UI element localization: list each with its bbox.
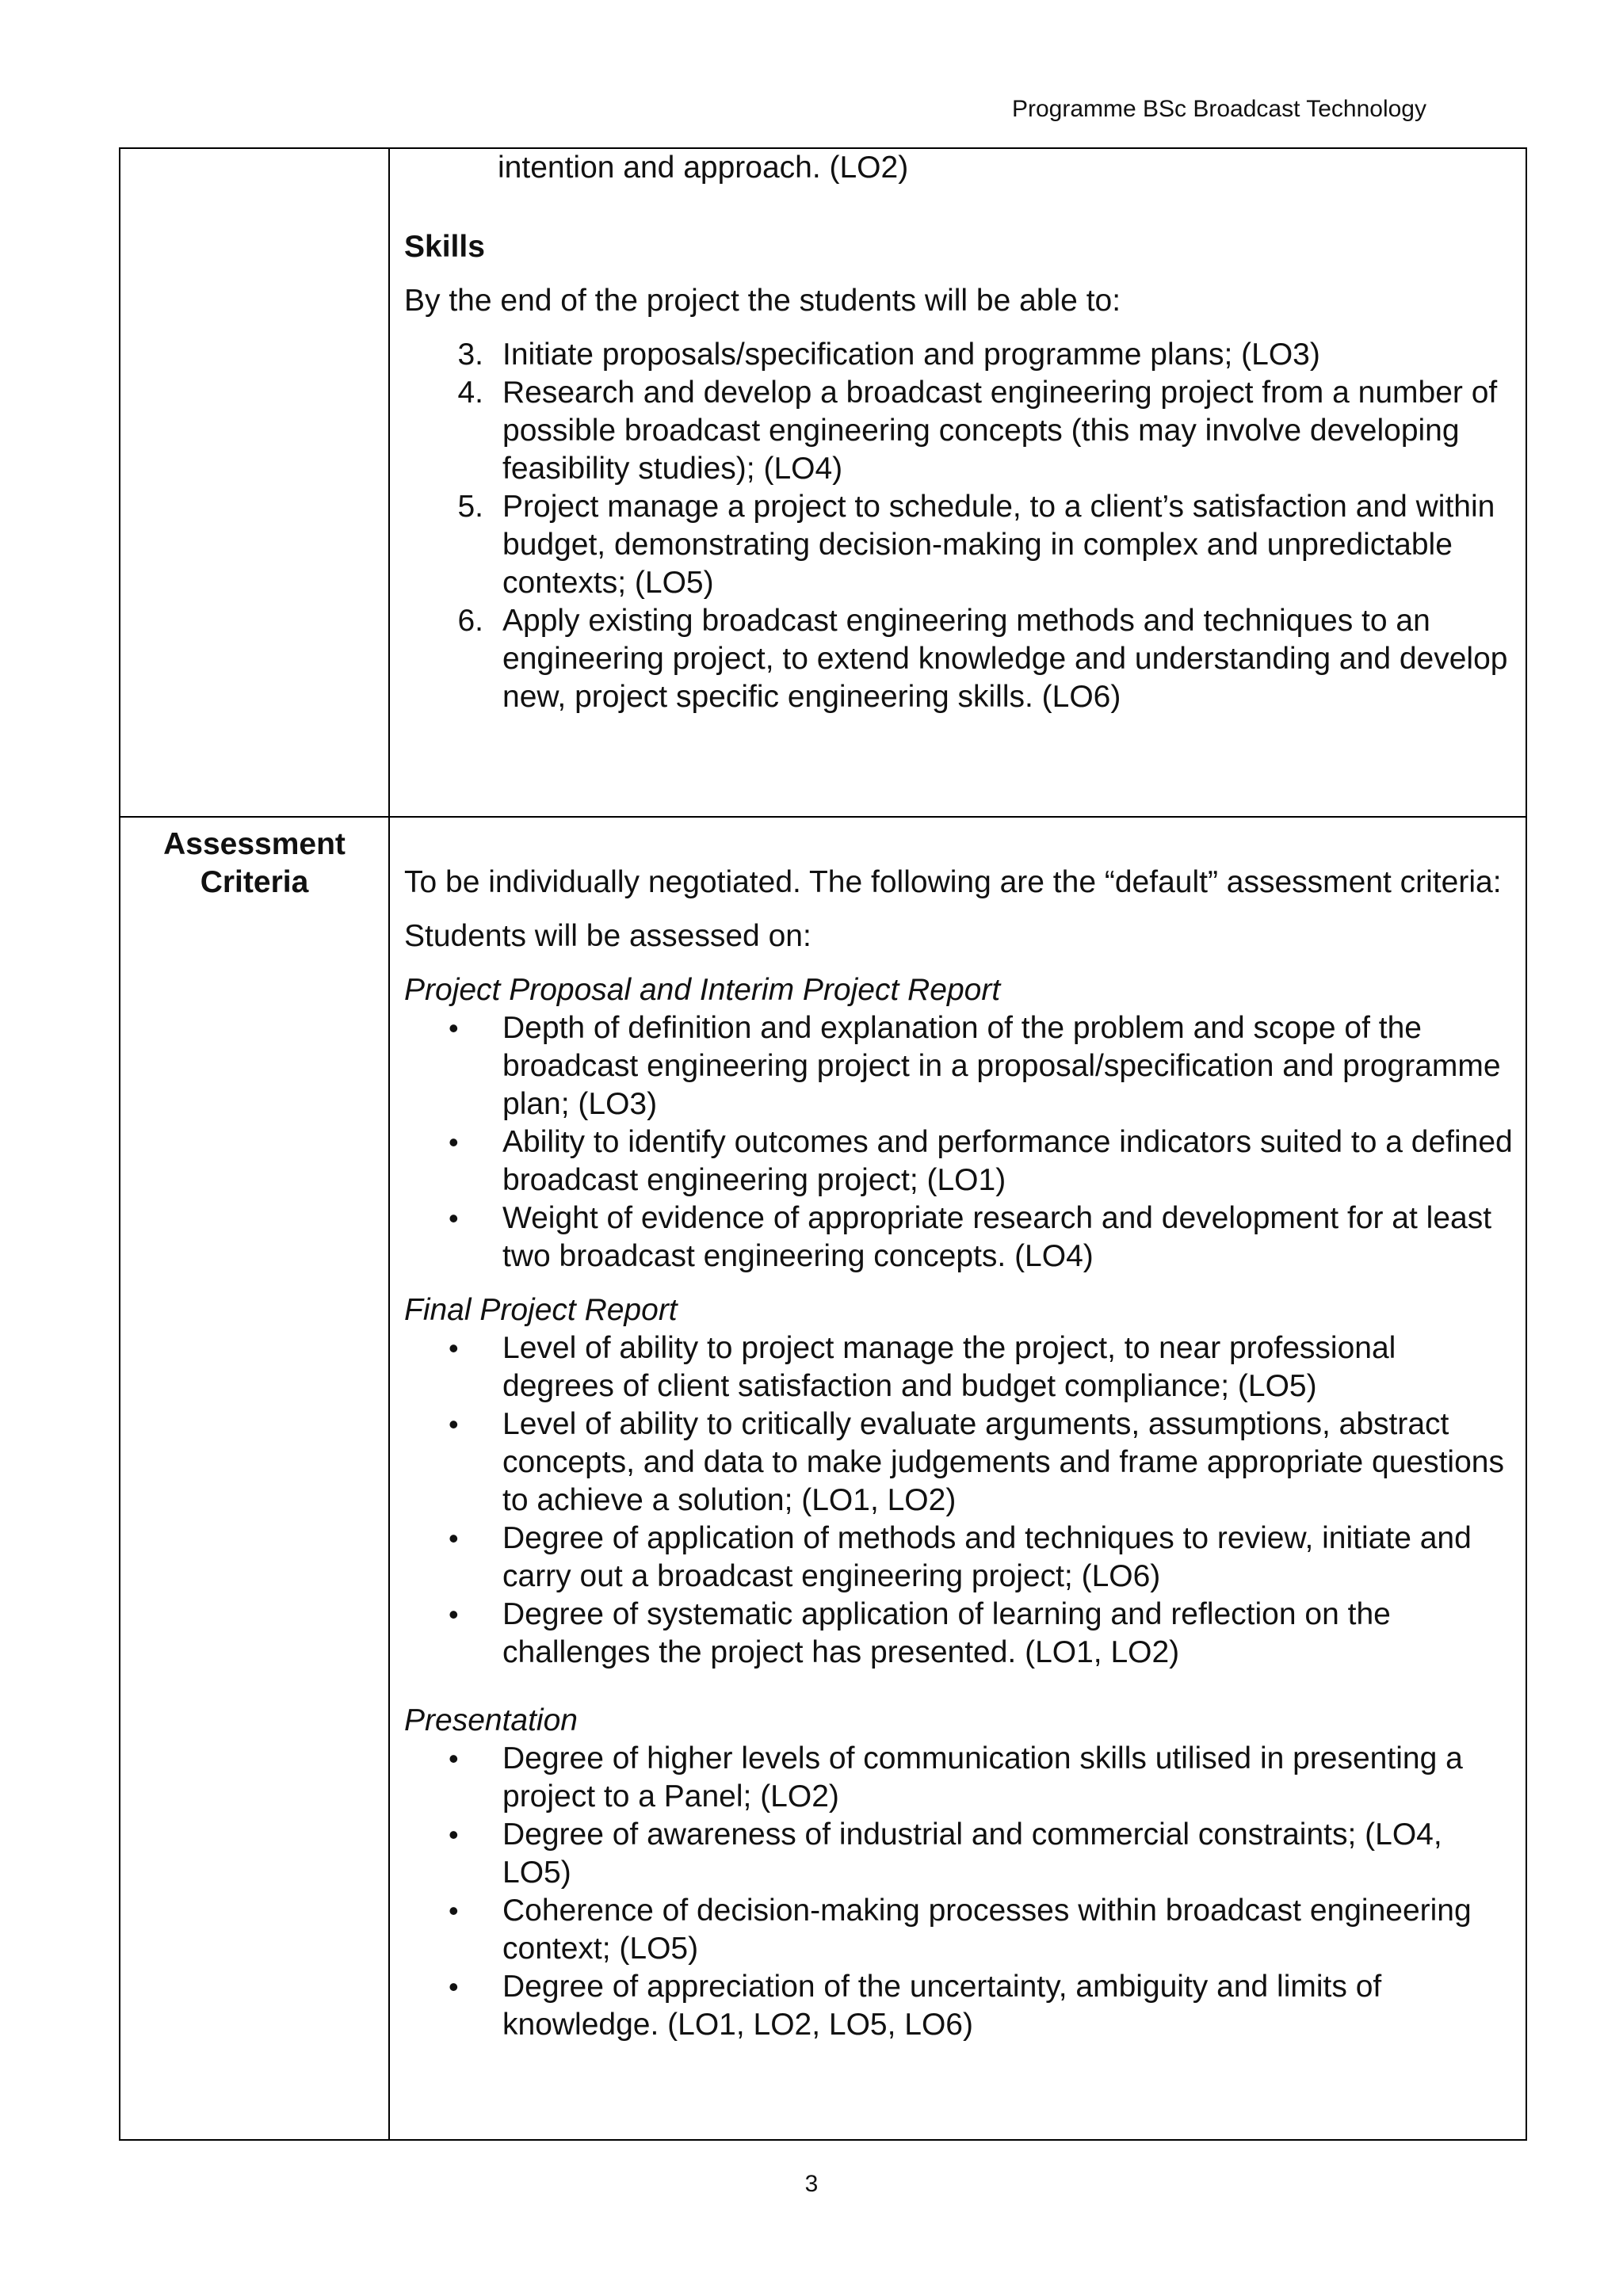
label-cell-empty [120,148,389,817]
section-title: Final Project Report [404,1293,678,1327]
skills-intro: By the end of the project the students will be able to: [404,284,1121,318]
label-cell-assessment [120,817,389,2140]
list-item [404,374,1514,488]
module-table [119,147,1527,2141]
list-item-text: Research and develop a broadcast engineering project from a number of possible broadcast engineering concepts (this may involve developing feasibility studies); (LO4) [502,376,1498,486]
list-item [404,1123,1514,1199]
list-item-text: Degree of application of methods and techniques to review, initiate and carry out a broadcast engineering project; (LO6) [502,1521,1472,1593]
content-cell-assessment [389,817,1526,2140]
table-row-assessment [120,817,1526,2140]
list-number: 6. [457,604,483,638]
page-number: 3 [804,2171,819,2197]
bullet-icon: • [449,1332,459,1364]
skills-list [404,336,1514,716]
list-number: 4. [457,376,483,410]
content-cell-skills [389,148,1526,817]
list-item [404,1329,1514,1405]
list-item [404,1892,1514,1968]
bullet-icon: • [449,1522,459,1554]
list-item [404,1405,1514,1520]
list-item [404,336,1514,374]
bullet-icon: • [449,1742,459,1775]
bullet-icon: • [449,1012,459,1044]
list-item [404,1596,1514,1672]
list-item [404,1199,1514,1276]
list-item-text: Degree of awareness of industrial and commercial constraints; (LO4, LO5) [502,1817,1442,1890]
list-item-text: Degree of appreciation of the uncertainty, ambiguity and limits of knowledge. (LO1, LO2, LO5, LO6) [502,1970,1382,2042]
assessed-on-text: Students will be assessed on: [404,919,812,953]
section-title: Presentation [404,1703,578,1737]
bullet-icon: • [449,1202,459,1234]
list-number: 3. [457,338,483,372]
list-item [404,1009,1514,1123]
list-number: 5. [457,490,483,524]
list-item-text: Level of ability to critically evaluate arguments, assumptions, abstract concepts, and data to make judgements and frame appropriate questions to achieve a solution; (LO1, LO2) [502,1407,1504,1517]
table-row-skills [120,148,1526,817]
list-item-text: Weight of evidence of appropriate research and development for at least two broadcast engineering concepts. (LO4) [502,1201,1492,1273]
running-header: Programme BSc Broadcast Technology [1011,96,1426,122]
continuation-text: intention and approach. (LO2) [498,151,909,185]
criteria-list [404,1740,1514,2044]
list-item-text: Level of ability to project manage the project, to near professional degrees of client satisfaction and budget compliance; (LO5) [502,1331,1396,1403]
list-item-text: Degree of systematic application of learning and reflection on the challenges the project has presented. (LO1, LO2) [502,1597,1391,1669]
list-item [404,602,1514,716]
section-title: Project Proposal and Interim Project Report [404,973,1001,1007]
list-item [404,1968,1514,2044]
bullet-icon: • [449,1970,459,2003]
criteria-list [404,1329,1514,1672]
list-item-text: Project manage a project to schedule, to a client’s satisfaction and within budget, demonstrating decision-making in complex and unpredictable contexts; (LO5) [502,490,1495,600]
list-item-text: Initiate proposals/specification and programme plans; (LO3) [502,338,1320,372]
bullet-icon: • [449,1818,459,1851]
list-item-text: Degree of higher levels of communication skills utilised in presenting a project to a Panel; (LO2) [502,1741,1463,1814]
list-item [404,1816,1514,1892]
list-item-text: Apply existing broadcast engineering methods and techniques to an engineering project, to extend knowledge and understanding and develop new, project specific engineering skills. (LO6) [502,604,1508,714]
skills-heading: Skills [404,230,485,264]
bullet-icon: • [449,1598,459,1630]
assessment-label-line1: Assessment [163,827,346,861]
bullet-icon: • [449,1408,459,1440]
list-item-text: Coherence of decision-making processes within broadcast engineering context; (LO5) [502,1894,1472,1966]
bullet-icon: • [449,1894,459,1927]
list-item-text: Ability to identify outcomes and performance indicators suited to a defined broadcast engineering project; (LO1) [502,1125,1513,1197]
list-item [404,488,1514,602]
assessment-label-line2: Criteria [200,865,309,899]
list-item-text: Depth of definition and explanation of the problem and scope of the broadcast engineering project in a proposal/specification and programme plan; (LO3) [502,1011,1501,1121]
list-item [404,1740,1514,1816]
list-item [404,1520,1514,1596]
assessment-intro: To be individually negotiated. The following are the “default” assessment criteria: [404,865,1502,899]
criteria-list [404,1009,1514,1276]
bullet-icon: • [449,1126,459,1158]
